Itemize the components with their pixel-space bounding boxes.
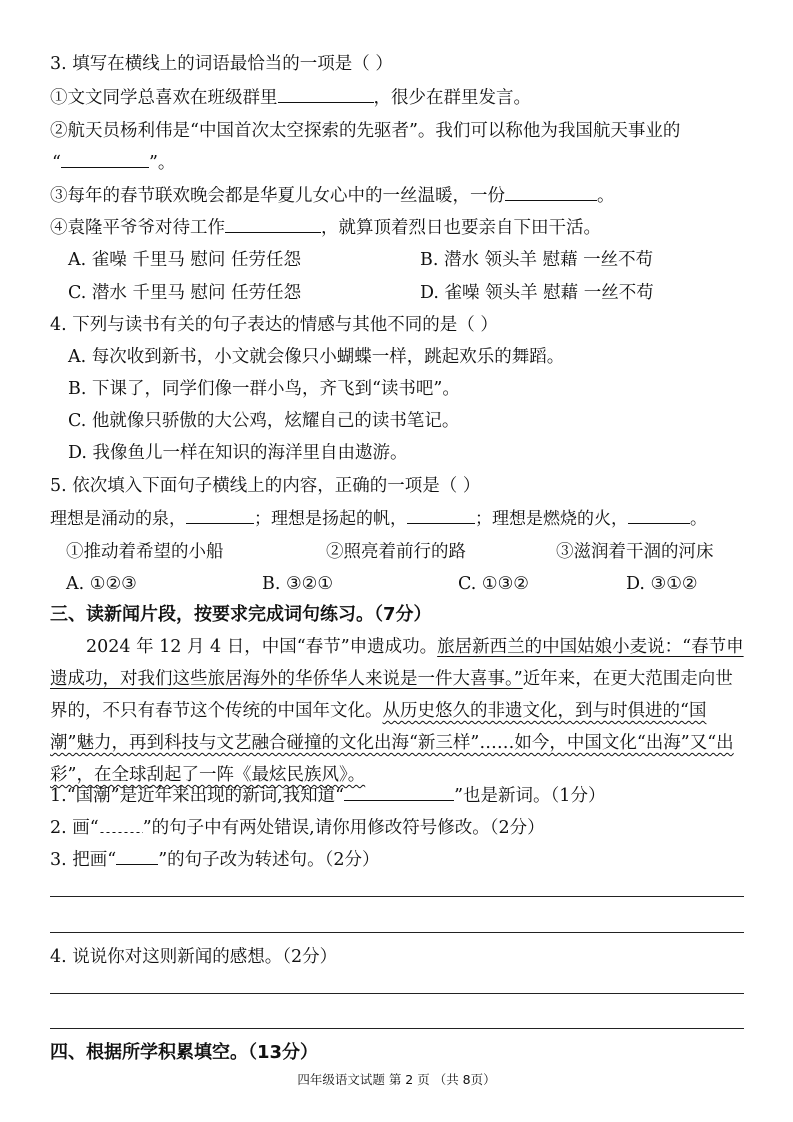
- answer-line-3[interactable]: [50, 993, 744, 994]
- section-4-title: 四、根据所学积累填空。（13分）: [50, 1042, 319, 1063]
- q5-blank-1[interactable]: [186, 507, 254, 524]
- sub-question-1: 1.“国潮”是近年来出现的新词,我知道“ ”也是新词。（1分）: [50, 786, 606, 806]
- q5-choice-2: ②照亮着前行的路: [326, 542, 466, 562]
- q3-blank-4[interactable]: [225, 216, 321, 233]
- q3-sentence-2: ②航天员杨利伟是“中国首次太空探索的先驱者”。我们可以称他为我国航天事业的: [50, 121, 681, 141]
- news-passage: 2024 年 12 月 4 日，中国“春节”申遗成功。旅居新西兰的中国姑娘小麦说：“春节申遗成功，对我们这些旅居海外的华侨华人来说是一件大喜事。”近年来，在更大范围走向世界的，不只有春节这个传统的中国年文化。从历史悠久的非遗文化，到与时俱进的“国潮”魅力，再到科技与文艺融合碰撞的文化出海“新三样”……如今，中国文化“出海”又“出彩”，在全球刮起了一阵《最炫民族风》。: [50, 637, 744, 785]
- q5-choice-1: ①推动着希望的小船: [66, 542, 224, 562]
- q3-stem: 3. 填写在横线上的词语最恰当的一项是（ ）: [50, 54, 393, 74]
- q5-option-d[interactable]: D. ③①②: [626, 574, 698, 594]
- q5-blank-2[interactable]: [407, 507, 475, 524]
- q5-choice-3: ③滋润着干涸的河床: [556, 542, 714, 562]
- q3-option-a[interactable]: A. 雀噪 千里马 慰问 任劳任怨: [68, 250, 301, 270]
- q4-option-b[interactable]: B. 下课了，同学们像一群小鸟，齐飞到“读书吧”。: [68, 379, 460, 399]
- q4-stem: 4. 下列与读书有关的句子表达的情感与其他不同的是（ ）: [50, 315, 498, 335]
- section-3-title: 三、读新闻片段，按要求完成词句练习。（7分）: [50, 604, 432, 625]
- q3-option-d[interactable]: D. 雀噪 领头羊 慰藉 一丝不苟: [420, 283, 654, 303]
- q5-option-c[interactable]: C. ①③②: [458, 574, 529, 594]
- q4-option-d[interactable]: D. 我像鱼儿一样在知识的海洋里自由遨游。: [68, 443, 408, 463]
- q4-option-c[interactable]: C. 他就像只骄傲的大公鸡，炫耀自己的读书笔记。: [68, 411, 460, 431]
- q5-option-b[interactable]: B. ③②①: [262, 574, 334, 594]
- page-footer: 四年级语文试题 第 2 页 （共 8页）: [297, 1072, 496, 1087]
- q3-blank-3[interactable]: [505, 184, 597, 201]
- news-wavy-underlined-sentence: 从历史悠久的非遗文化，到与时俱进的“国潮”魅力，再到科技与文艺融合碰撞的文化出海“新三样”……如今，中国文化“出海”又“出彩”，在全球刮起了一阵《最炫民族风》。: [50, 701, 734, 785]
- q3-option-c[interactable]: C. 潜水 千里马 慰问 任劳任怨: [68, 283, 302, 303]
- q4-option-a[interactable]: A. 每次收到新书，小文就会像只小蝴蝶一样，跳起欢乐的舞蹈。: [68, 347, 565, 367]
- answer-line-1[interactable]: [50, 896, 744, 897]
- q3-option-b[interactable]: B. 潜水 领头羊 慰藉 一丝不苟: [420, 250, 654, 270]
- q3-sentence-3: ③每年的春节联欢晚会都是华夏儿女心中的一丝温暖，一份 。: [50, 186, 615, 206]
- new-word-blank[interactable]: [344, 784, 454, 801]
- answer-line-4[interactable]: [50, 1028, 744, 1029]
- q3-sentence-1: ①文文同学总喜欢在班级群里 ，很少在群里发言。: [50, 88, 531, 108]
- q3-sentence-2-cont: “ ”。: [52, 153, 176, 173]
- sub-question-2: 2. 画“ ”的句子中有两处错误,请你用修改符号修改。（2分）: [50, 818, 545, 838]
- q5-blank-3[interactable]: [628, 507, 690, 524]
- news-underlined-sentence: 旅居新西兰的中国姑娘小麦说：“春节申遗成功，对我们这些旅居海外的华侨华人来说是一件大喜事。”: [50, 637, 744, 689]
- q3-blank-2[interactable]: [61, 151, 149, 168]
- wavy-mark-icon: [99, 825, 143, 833]
- answer-line-2[interactable]: [50, 932, 744, 933]
- q5-option-a[interactable]: A. ①②③: [66, 574, 137, 594]
- sub-question-4: 4. 说说你对这则新闻的感想。（2分）: [50, 947, 338, 967]
- q5-stem: 5. 依次填入下面句子横线上的内容，正确的一项是（ ）: [50, 476, 481, 496]
- q5-sentence: 理想是涌动的泉， ；理想是扬起的帆， ；理想是燃烧的火， 。: [50, 509, 707, 529]
- sub-question-3: 3. 把画“ ”的句子改为转述句。（2分）: [50, 850, 380, 870]
- q3-sentence-4: ④袁隆平爷爷对待工作 ，就算顶着烈日也要亲自下田干活。: [50, 218, 601, 238]
- straight-mark-icon: [116, 848, 158, 865]
- q3-blank-1[interactable]: [278, 86, 374, 103]
